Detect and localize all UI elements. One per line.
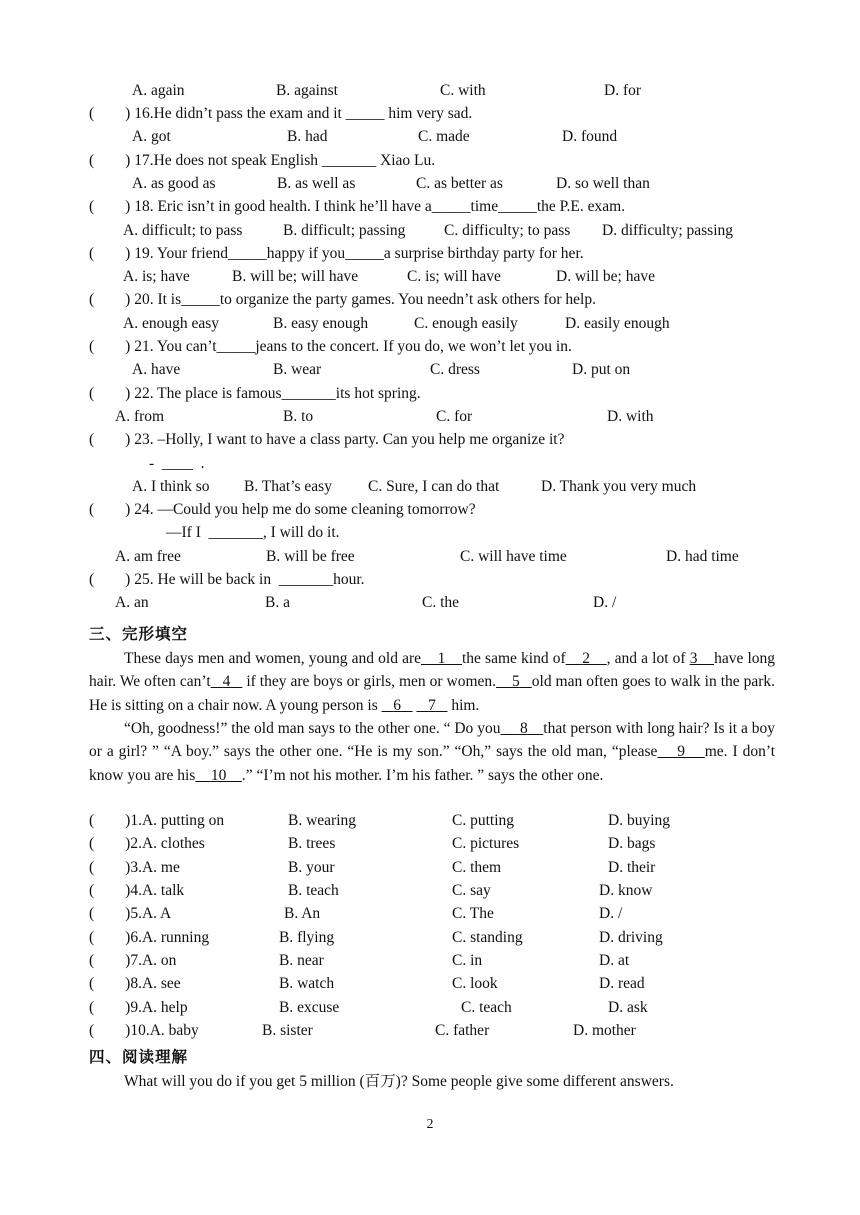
cloze-item-7: ( )7.A. on bbox=[89, 952, 177, 969]
cloze-2-option-d: D. bags bbox=[608, 835, 656, 852]
cloze-item-3: ( )3.A. me bbox=[89, 859, 180, 876]
reading-intro: What will you do if you get 5 million (百万)? Some people give some different answers. bbox=[124, 1073, 674, 1090]
cloze-4-option-b: B. teach bbox=[288, 882, 339, 899]
cloze-7-option-d: D. at bbox=[599, 952, 630, 969]
blank-5 bbox=[496, 673, 532, 690]
q18-option-a: A. difficult; to pass bbox=[123, 222, 243, 239]
q18-option-b: B. difficult; passing bbox=[283, 222, 406, 239]
cloze-1-option-d: D. buying bbox=[608, 812, 670, 829]
q16-option-b: B. had bbox=[287, 128, 328, 145]
cloze-2-option-b: B. trees bbox=[288, 835, 336, 852]
blank-6 bbox=[382, 697, 413, 714]
q19-option-d: D. will be; have bbox=[556, 268, 656, 285]
cloze-1-option-c: C. putting bbox=[452, 812, 515, 829]
q18-option-d: D. difficulty; passing bbox=[602, 222, 734, 239]
blank-number: 10 bbox=[210, 766, 227, 784]
cloze-7-option-b: B. near bbox=[279, 952, 324, 969]
q21-option-c: C. dress bbox=[430, 361, 480, 378]
cloze-6-option-c: C. standing bbox=[452, 929, 523, 946]
question-18: ( ) 18. Eric isn’t in good health. I think he’ll have a_____time_____the P.E. exam. bbox=[89, 198, 626, 215]
cloze-item-2: ( )2.A. clothes bbox=[89, 835, 205, 852]
blank-number: 6 bbox=[393, 696, 401, 714]
q22-option-b: B. to bbox=[283, 408, 314, 425]
blank-number: 7 bbox=[428, 696, 436, 714]
blank-3 bbox=[690, 650, 714, 667]
cloze-text: the same kind of bbox=[461, 650, 566, 667]
section-4-heading: 四、阅读理解 bbox=[89, 1048, 189, 1066]
q25-option-d: D. / bbox=[593, 594, 617, 611]
q19-option-b: B. will be; will have bbox=[232, 268, 359, 285]
blank-number: 8 bbox=[519, 720, 528, 737]
cloze-text: These days men and women, young and old are bbox=[124, 650, 422, 667]
cloze-item-8: ( )8.A. see bbox=[89, 975, 181, 992]
q20-option-a: A. enough easy bbox=[123, 315, 219, 332]
cloze-text: me. I don’t know you are his bbox=[89, 743, 776, 784]
q16-option-d: D. found bbox=[562, 128, 618, 145]
q23-option-c: C. Sure, I can do that bbox=[368, 478, 500, 495]
cloze-4-option-d: D. know bbox=[599, 882, 653, 899]
cloze-item-10: ( )10.A. baby bbox=[89, 1022, 199, 1039]
q21-option-d: D. put on bbox=[572, 361, 631, 378]
blank-10 bbox=[195, 767, 242, 784]
cloze-6-option-b: B. flying bbox=[279, 929, 335, 946]
cloze-5-option-d: D. / bbox=[599, 905, 623, 922]
cloze-item-1: ( )1.A. putting on bbox=[89, 812, 225, 829]
q25-option-a: A. an bbox=[115, 594, 149, 611]
q17-option-d: D. so well than bbox=[556, 175, 650, 192]
cloze-text: .” “I’m not his mother. I’m his father. ” says the other one. bbox=[241, 766, 604, 784]
blank-number: 4 bbox=[222, 673, 231, 691]
q18-option-c: C. difficulty; to pass bbox=[444, 222, 571, 239]
blank-number: 3 bbox=[689, 650, 698, 667]
q23-option-a: A. I think so bbox=[132, 478, 210, 495]
cloze-3-option-b: B. your bbox=[288, 859, 335, 876]
question-20: ( ) 20. It is_____to organize the party games. You needn’t ask others for help. bbox=[89, 291, 596, 308]
q24-response: —If I _______, I will do it. bbox=[166, 524, 340, 541]
q20-option-b: B. easy enough bbox=[273, 315, 369, 332]
cloze-6-option-d: D. driving bbox=[599, 929, 663, 946]
q19-option-c: C. is; will have bbox=[407, 268, 501, 285]
q23-response: - ____ . bbox=[149, 455, 205, 472]
question-21: ( ) 21. You can’t_____jeans to the concert. If you do, we won’t let you in. bbox=[89, 338, 572, 355]
q20-option-c: C. enough easily bbox=[414, 315, 518, 332]
cloze-4-option-c: C. say bbox=[452, 882, 491, 899]
cloze-8-option-c: C. look bbox=[452, 975, 498, 992]
q15-option-d: D. for bbox=[604, 82, 642, 99]
question-17: ( ) 17.He does not speak English _______ Xiao Lu. bbox=[89, 152, 436, 169]
question-19: ( ) 19. Your friend_____happy if you_____a surprise birthday party for her. bbox=[89, 245, 584, 262]
cloze-paragraph-1 bbox=[89, 647, 775, 717]
cloze-text: , and a lot of bbox=[606, 650, 690, 667]
question-23: ( ) 23. –Holly, I want to have a class party. Can you help me organize it? bbox=[89, 431, 565, 448]
cloze-item-4: ( )4.A. talk bbox=[89, 882, 185, 899]
cloze-item-6: ( )6.A. running bbox=[89, 929, 210, 946]
q15-option-c: C. with bbox=[440, 82, 486, 99]
blank-8 bbox=[500, 720, 543, 737]
cloze-1-option-b: B. wearing bbox=[288, 812, 357, 829]
q16-option-a: A. got bbox=[132, 128, 171, 145]
cloze-text: if they are boys or girls, men or women. bbox=[242, 673, 497, 691]
cloze-item-5: ( )5.A. A bbox=[89, 905, 172, 922]
blank-9 bbox=[657, 743, 704, 760]
q17-option-c: C. as better as bbox=[416, 175, 503, 192]
q22-option-c: C. for bbox=[436, 408, 473, 425]
cloze-8-option-d: D. read bbox=[599, 975, 645, 992]
q15-option-b: B. against bbox=[276, 82, 338, 99]
cloze-7-option-c: C. in bbox=[452, 952, 483, 969]
cloze-5-option-b: B. An bbox=[284, 905, 321, 922]
q21-option-b: B. wear bbox=[273, 361, 322, 378]
cloze-5-option-c: C. The bbox=[452, 905, 494, 922]
cloze-text: that person with long hair? Is it a boy or a girl? ” “A boy.” says the other one. “He is my son.” “Oh,” says the old man, “please bbox=[89, 720, 776, 761]
cloze-9-option-b: B. excuse bbox=[279, 999, 340, 1016]
question-25: ( ) 25. He will be back in _______hour. bbox=[89, 571, 365, 588]
section-3-heading: 三、完形填空 bbox=[89, 625, 189, 643]
cloze-9-option-d: D. ask bbox=[608, 999, 648, 1016]
cloze-text: old man often goes to walk in the park. He is sitting on a chair now. A young person is bbox=[89, 673, 776, 714]
cloze-8-option-b: B. watch bbox=[279, 975, 335, 992]
cloze-2-option-c: C. pictures bbox=[452, 835, 520, 852]
q25-option-b: B. a bbox=[265, 594, 290, 611]
q24-option-a: A. am free bbox=[115, 548, 181, 565]
q24-option-d: D. had time bbox=[666, 548, 739, 565]
q15-option-a: A. again bbox=[132, 82, 185, 99]
question-24: ( ) 24. —Could you help me do some cleaning tomorrow? bbox=[89, 501, 476, 518]
blank-number: 2 bbox=[582, 650, 590, 667]
cloze-3-option-c: C. them bbox=[452, 859, 502, 876]
page-number: 2 bbox=[426, 1117, 434, 1132]
blank-number: 1 bbox=[437, 650, 446, 667]
blank-2 bbox=[566, 650, 607, 667]
cloze-text: “Oh, goodness!” the old man says to the other one. “ Do you bbox=[124, 720, 501, 737]
blank-7 bbox=[416, 697, 447, 714]
cloze-10-option-d: D. mother bbox=[573, 1022, 636, 1039]
q22-option-d: D. with bbox=[607, 408, 654, 425]
cloze-10-option-c: C. father bbox=[435, 1022, 490, 1039]
q23-option-d: D. Thank you very much bbox=[541, 478, 697, 495]
cloze-paragraph-2 bbox=[89, 717, 775, 787]
q19-option-a: A. is; have bbox=[123, 268, 190, 285]
q24-option-b: B. will be free bbox=[266, 548, 355, 565]
cloze-text: have long hair. We often can’t bbox=[89, 650, 776, 691]
cloze-3-option-d: D. their bbox=[608, 859, 656, 876]
question-16: ( ) 16.He didn’t pass the exam and it _____ him very sad. bbox=[89, 105, 473, 122]
question-22: ( ) 22. The place is famous_______its hot spring. bbox=[89, 385, 421, 402]
q23-option-b: B. That’s easy bbox=[244, 478, 332, 495]
q21-option-a: A. have bbox=[132, 361, 181, 378]
q16-option-c: C. made bbox=[418, 128, 470, 145]
cloze-item-9: ( )9.A. help bbox=[89, 999, 188, 1016]
q24-option-c: C. will have time bbox=[460, 548, 567, 565]
cloze-9-option-c: C. teach bbox=[461, 999, 512, 1016]
q25-option-c: C. the bbox=[422, 594, 460, 611]
cloze-text: him. bbox=[447, 696, 480, 714]
blank-number: 5 bbox=[512, 673, 520, 691]
q17-option-a: A. as good as bbox=[132, 175, 216, 192]
cloze-10-option-b: B. sister bbox=[262, 1022, 313, 1039]
q20-option-d: D. easily enough bbox=[565, 315, 670, 332]
blank-4 bbox=[211, 673, 243, 690]
q17-option-b: B. as well as bbox=[277, 175, 356, 192]
blank-number: 9 bbox=[677, 743, 685, 761]
q22-option-a: A. from bbox=[115, 408, 165, 425]
blank-1 bbox=[421, 650, 462, 667]
